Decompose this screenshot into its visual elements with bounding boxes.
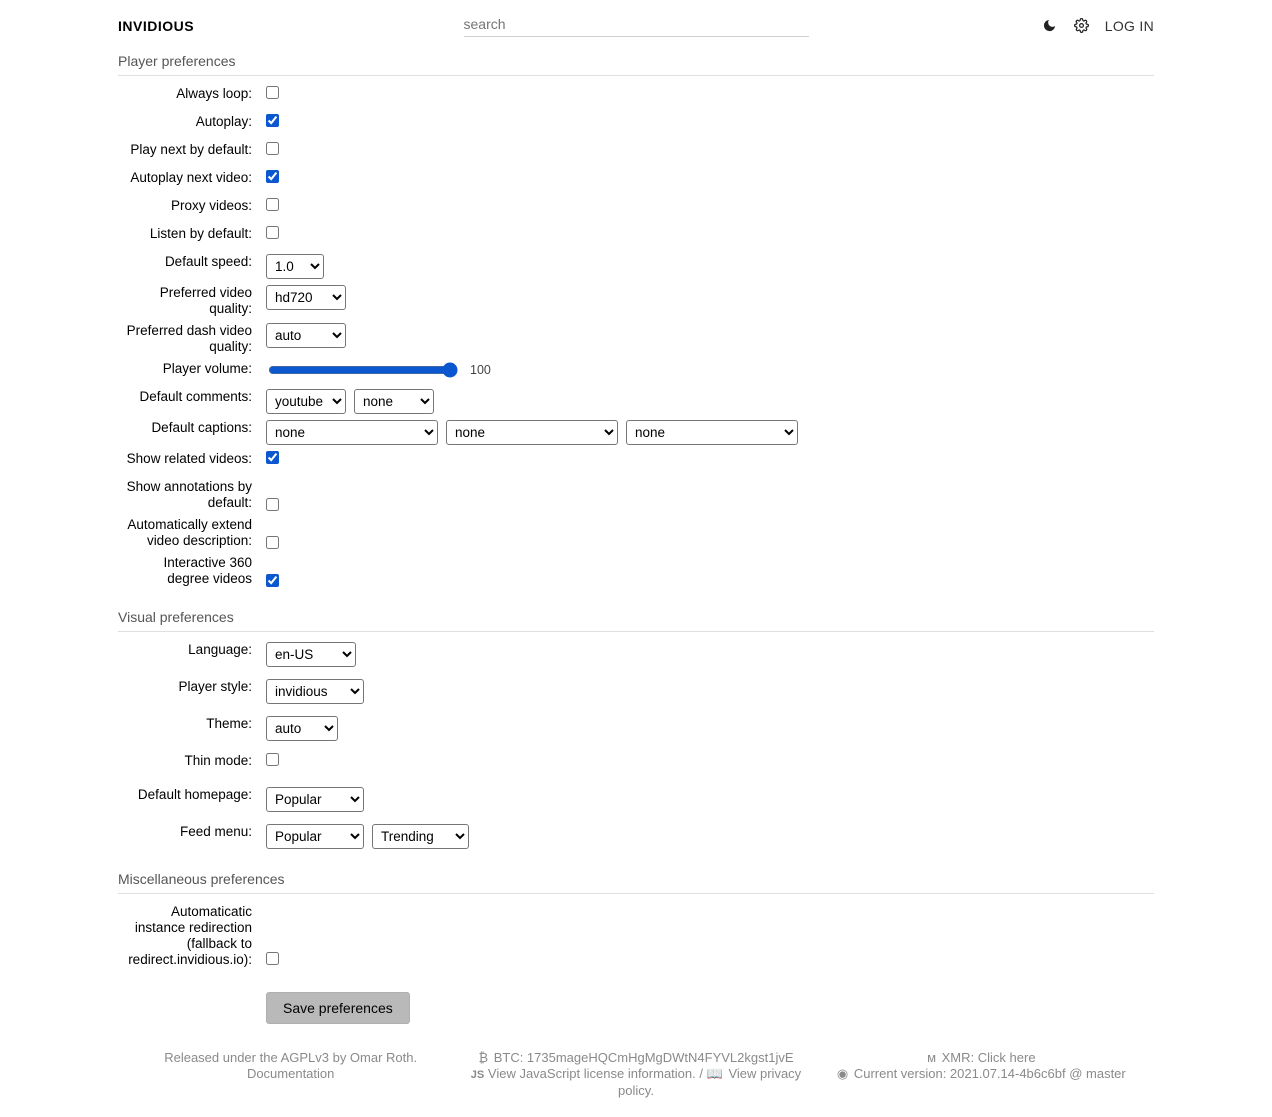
- player-style-label: Player style:: [178, 679, 252, 694]
- interactive-360-checkbox[interactable]: [266, 574, 279, 587]
- pref-row-autoplay: [118, 114, 1154, 136]
- feed-menu-select-2[interactable]: [372, 824, 469, 849]
- navbar-right: [864, 17, 1154, 35]
- default-comments-select-secondary[interactable]: [354, 389, 434, 414]
- auto-instance-redirect-label: Automaticatic instance redirection (fallback to redirect.invidious.io):: [128, 904, 252, 967]
- proxy-videos-checkbox[interactable]: [266, 198, 279, 211]
- pref-row-show-related: [118, 451, 1154, 473]
- listen-default-checkbox[interactable]: [266, 226, 279, 239]
- play-next-label: Play next by default:: [130, 142, 252, 157]
- language-select[interactable]: [266, 642, 356, 667]
- default-captions-select-2[interactable]: [446, 420, 618, 445]
- default-comments-label: Default comments:: [139, 389, 252, 404]
- autoplay-checkbox[interactable]: [266, 114, 279, 127]
- autoplay-next-checkbox[interactable]: [266, 170, 279, 183]
- extend-description-label: Automatically extend video description:: [127, 517, 252, 548]
- visual-preferences-heading: Visual preferences: [118, 605, 1154, 632]
- auto-instance-redirect-checkbox[interactable]: [266, 952, 279, 965]
- monero-icon: м: [927, 1050, 937, 1065]
- play-next-checkbox[interactable]: [266, 142, 279, 155]
- login-link[interactable]: LOG IN: [1104, 17, 1154, 34]
- pref-row-proxy-videos: [118, 198, 1154, 220]
- interactive-360-label: Interactive 360 degree videos: [163, 555, 252, 586]
- search-form: [464, 14, 809, 37]
- feed-menu-label: Feed menu:: [179, 824, 252, 839]
- navbar-center: [408, 14, 864, 37]
- player-preferences-heading: Player preferences: [118, 49, 1154, 76]
- footer-separator: /: [699, 1066, 703, 1081]
- footer-center: [463, 1050, 808, 1099]
- preferred-quality-select[interactable]: [266, 285, 346, 310]
- preferred-dash-quality-select[interactable]: [266, 323, 346, 348]
- default-homepage-select[interactable]: [266, 787, 364, 812]
- language-label: Language:: [188, 642, 252, 657]
- pref-row-language: [118, 642, 1154, 667]
- footer-xmr-line: [809, 1050, 1154, 1066]
- search-input[interactable]: [464, 14, 809, 37]
- pref-row-default-comments: [118, 389, 1154, 414]
- pref-row-interactive-360: [118, 555, 1154, 587]
- thin-mode-label: Thin mode:: [184, 753, 252, 768]
- footer-documentation-link[interactable]: Documentation: [246, 1066, 335, 1081]
- player-volume-label: Player volume:: [162, 361, 252, 376]
- default-speed-select[interactable]: [266, 254, 324, 279]
- footer-right: [809, 1050, 1154, 1082]
- pref-row-player-volume: [118, 361, 1154, 383]
- navbar-left: [118, 18, 408, 34]
- theme-label: Theme:: [206, 716, 252, 731]
- footer-left: [118, 1050, 463, 1082]
- pref-row-extend-description: [118, 517, 1154, 549]
- pref-row-default-speed: [118, 254, 1154, 279]
- default-speed-label: Default speed:: [164, 254, 252, 269]
- pref-row-player-style: [118, 679, 1154, 704]
- pref-row-always-loop: [118, 86, 1154, 108]
- show-annotations-checkbox[interactable]: [266, 498, 279, 511]
- save-preferences-button[interactable]: Save preferences: [266, 992, 410, 1024]
- pref-row-play-next: [118, 142, 1154, 164]
- github-icon: ◉: [836, 1066, 849, 1081]
- bitcoin-icon: ₿: [478, 1050, 489, 1065]
- default-captions-label: Default captions:: [151, 420, 252, 435]
- feed-menu-select-1[interactable]: [266, 824, 364, 849]
- always-loop-checkbox[interactable]: [266, 86, 279, 99]
- footer-version-line: [809, 1066, 1154, 1082]
- brand-logo[interactable]: INVIDIOUS: [118, 17, 195, 34]
- show-related-label: Show related videos:: [126, 451, 252, 466]
- top-navbar: [118, 0, 1154, 49]
- footer-privacy-link[interactable]: View privacy policy.: [618, 1066, 802, 1098]
- pref-row-show-annotations: [118, 479, 1154, 511]
- javascript-icon: JS: [470, 1069, 485, 1081]
- footer-xmr-link[interactable]: XMR: Click here: [941, 1050, 1036, 1065]
- proxy-videos-label: Proxy videos:: [170, 198, 252, 213]
- footer: [118, 1050, 1154, 1117]
- autoplay-next-label: Autoplay next video:: [130, 170, 252, 185]
- pref-row-theme: [118, 716, 1154, 741]
- pref-row-preferred-quality: [118, 285, 1154, 317]
- pref-row-default-captions: [118, 420, 1154, 445]
- pref-row-listen-default: [118, 226, 1154, 248]
- theme-select[interactable]: [266, 716, 338, 741]
- default-comments-select-primary[interactable]: [266, 389, 346, 414]
- footer-version-link[interactable]: Current version: 2021.07.14-4b6c6bf @ master: [853, 1066, 1126, 1081]
- pref-row-preferred-dash-quality: [118, 323, 1154, 355]
- default-captions-select-3[interactable]: [626, 420, 798, 445]
- listen-default-label: Listen by default:: [149, 226, 252, 241]
- moon-icon[interactable]: [1041, 17, 1059, 35]
- book-icon: 📖: [706, 1066, 723, 1081]
- preferred-dash-quality-label: Preferred dash video quality:: [126, 323, 252, 354]
- save-row: [118, 992, 1154, 1024]
- visual-preferences-section: [118, 605, 1154, 849]
- pref-row-default-homepage: [118, 787, 1154, 812]
- pref-row-feed-menu: [118, 824, 1154, 849]
- player-preferences-section: [118, 49, 1154, 587]
- footer-license-text: Released under the AGPLv3 by Omar Roth.: [164, 1050, 418, 1065]
- thin-mode-checkbox[interactable]: [266, 753, 279, 766]
- preferred-quality-label: Preferred video quality:: [159, 285, 252, 316]
- footer-js-license-link[interactable]: View JavaScript license information.: [487, 1066, 696, 1081]
- autoplay-label: Autoplay:: [195, 114, 252, 129]
- extend-description-checkbox[interactable]: [266, 536, 279, 549]
- default-homepage-label: Default homepage:: [137, 787, 252, 802]
- pref-row-autoplay-next: [118, 170, 1154, 192]
- footer-btc-line: [463, 1050, 808, 1066]
- save-spacer: [118, 992, 266, 1024]
- default-captions-select-1[interactable]: [266, 420, 438, 445]
- always-loop-label: Always loop:: [176, 86, 252, 101]
- pref-row-auto-instance-redirect: [118, 904, 1154, 968]
- player-volume-slider[interactable]: [268, 363, 458, 377]
- pref-row-thin-mode: [118, 753, 1154, 775]
- show-related-checkbox[interactable]: [266, 451, 279, 464]
- gear-icon[interactable]: [1073, 17, 1091, 35]
- show-annotations-label: Show annotations by default:: [126, 479, 252, 510]
- misc-preferences-heading: Miscellaneous preferences: [118, 867, 1154, 894]
- footer-js-line: [463, 1066, 808, 1099]
- player-volume-value: 100: [470, 363, 491, 377]
- footer-btc-link[interactable]: BTC: 1735mageHQCmHgMgDWtN4FYVL2kgst1jvE: [493, 1050, 794, 1065]
- misc-preferences-section: [118, 867, 1154, 968]
- player-style-select[interactable]: [266, 679, 364, 704]
